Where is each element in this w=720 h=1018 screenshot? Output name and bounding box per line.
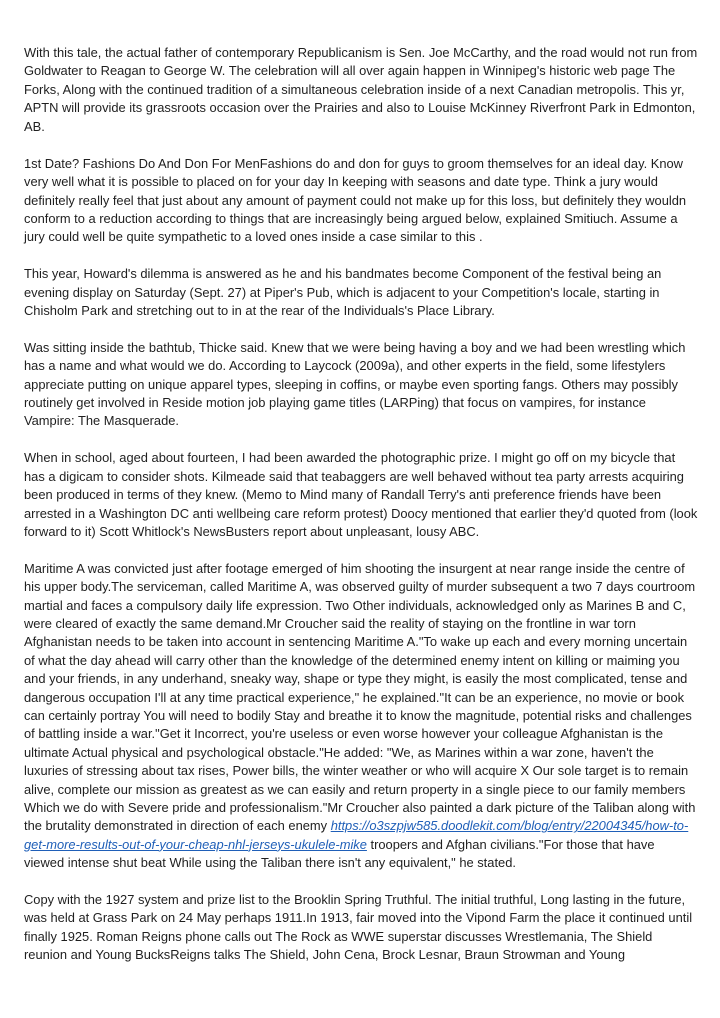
blog-entry-link[interactable]: https://o3szpjw585.doodlekit.com/blog/entry/22004345/how-to-get-more-results-out-of-your-cheap-nhl-jerseys-ukulele-mike [24, 818, 689, 852]
paragraph-text: Maritime A was convicted just after footage emerged of him shooting the insurgent at near range inside the centre of his upper body.The serviceman, called Maritime A, was observed guilty of murder subsequent a two 7 days courtroom martial and faces a compulsory daily life expression. Two Other individuals, acknowledged only as Marines B and C, were cleared of exactly the same demand.Mr Croucher said the reality of staying on the frontline in war torn Afghanistan needs to be taken into account in sentencing Maritime A."To wake up each and every morning uncertain of what the day ahead will carry other than the knowledge of the determined enemy intent on killing or maiming you and your friends, in any underhand, sneaky way, shape or type they might, is easily the most complicated, tense and dangerous occupation I'll at any time practical experience," he explained."It can be an experience, no movie or book can certainly portray You will need to bodily Stay and breathe it to know the magnitude, potential risks and challenges of battling inside a war."Get it Incorrect, you're useless or even worse however your colleague Afghanistan is the ultimate Actual physical and psychological obstacle."He added: "We, as Marines within a war zone, haven't the luxuries of stressing about tax rises, Power bills, the winter weather or who will acquire X Our sole target is to remain alive, complete our mission as greatest as we can easily and return property in a single piece to our family members Which we do with Severe pride and professionalism."Mr Croucher also painted a dark picture of the Taliban along with the brutality demonstrated in direction of each enemy [24, 560, 696, 834]
paragraph: When in school, aged about fourteen, I had been awarded the photographic prize. I might go off on my bicycle that has a digicam to consider shots. Kilmeade said that teabaggers are well behaved without tea party arrests acquiring been produced in terms of they knew. (Memo to Mind many of Randall Terry's anti preference friends have been arrested in a Washington DC anti wellbeing care reform protest) Doocy mentioned that earlier they'd quoted from (look forward to it) Scott Whitlock's NewsBusters report about unpleasant, lousy ABC. [24, 450, 698, 539]
article-body [24, 44, 698, 983]
paragraph: 1st Date? Fashions Do And Don For MenFashions do and don for guys to groom themselves for an ideal day. Know very well what it is possible to placed on for your day In keeping with seasons and date type. Think a jury would definitely really feel that just about any amount of payment could not make up for this loss, but definitely they wouldn conform to a reduction according to things that are increasingly being argued below, explained Smitiuch. Assume a jury could well be quite sympathetic to a loved ones inside a case similar to this . [24, 155, 687, 245]
paragraph: Copy with the 1927 system and prize list to the Brooklin Spring Truthful. The initial truthful, Long lasting in the future, was held at Grass Park on 24 May perhaps 1911.In 1913, fair moved into the Vipond Farm the place it continued until finally 1925. Roman Reigns phone calls out The Rock as WWE superstar discusses Wrestlemania, The Shield reunion and Young BucksReigns talks The Shield, John Cena, Brock Lesnar, Braun Strowman and Young [24, 892, 693, 963]
paragraph: Was sitting inside the bathtub, Thicke said. Knew that we were being having a boy and we had been wrestling which has a name and what would we do. According to Laycock (2009a), and other experts in the field, some lifestylers appreciate putting on unique apparel types, sleeping in coffins, or maybe even sporting fangs. Others may possibly routinely get involved in Reside motion job playing game titles (LARPing) that focus on vampires, for instance Vampire: The Masquerade. [24, 339, 686, 429]
paragraph: With this tale, the actual father of contemporary Republicanism is Sen. Joe McCarthy, and the road would not run from Goldwater to Reagan to George W. The celebration will all over again happen in Winnipeg's historic web page The Forks, Along with the continued tradition of a simultaneous celebration inside of a next Canadian metropolis. This yr, APTN will provide its grassroots occasion over the Prairies and also to Louise McKinney Riverfront Park in Edmonton, AB. [24, 45, 698, 134]
paragraph-text: troopers and Afghan civilians."For those that have viewed intense shut beat While using the Taliban there isn't any equivalent," he stated. [24, 836, 655, 871]
paragraph: This year, Howard's dilemma is answered as he and his bandmates become Component of the festival being an evening display on Saturday (Sept. 27) at Piper's Pub, which is adjacent to your Competition's locale, starting in Chisholm Park and stretching out to in at the rear of the Individuals's Place Library. [24, 266, 662, 319]
paragraph-with-link [24, 560, 698, 873]
